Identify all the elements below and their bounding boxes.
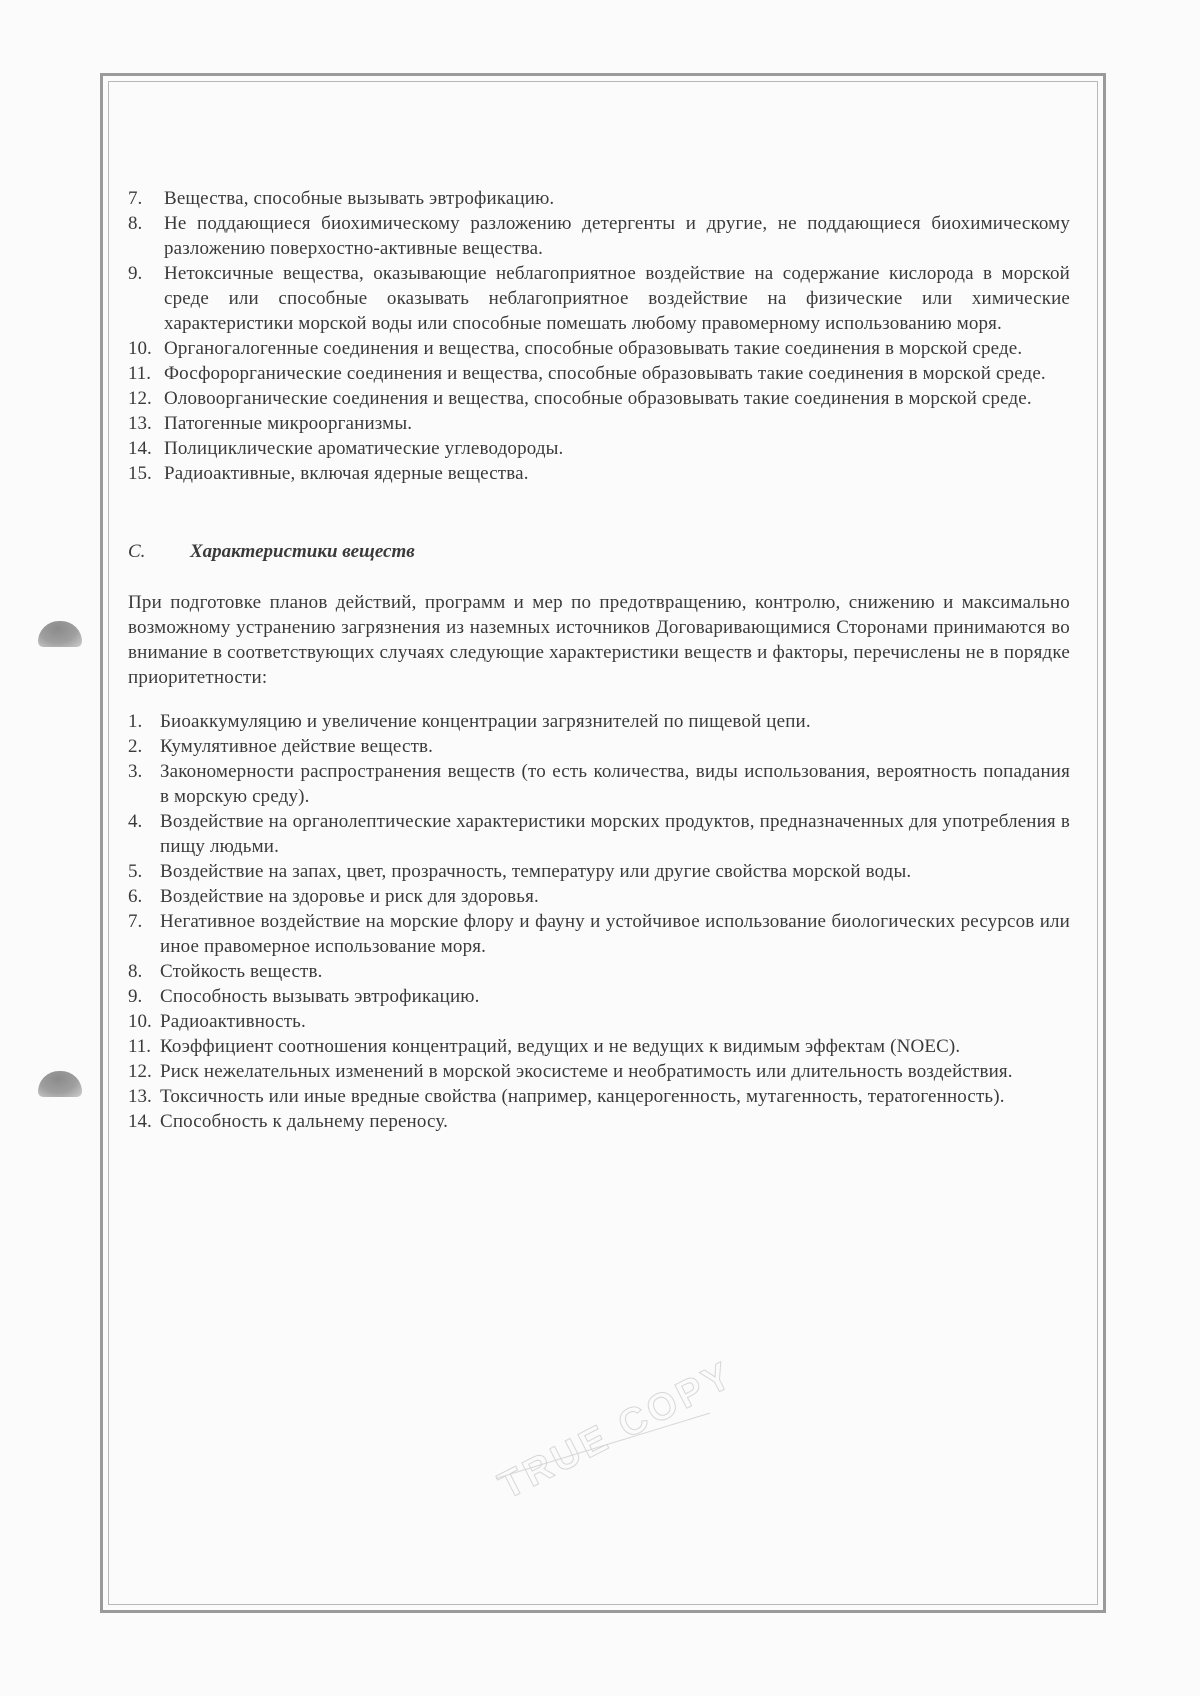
list-item-text: Закономерности распространения веществ (то есть количества, виды использования, вероятность попадания в морскую среду). [160,761,1070,807]
list-item-text: Кумулятивное действие веществ. [160,736,434,757]
list-item-number: 13. [128,413,152,434]
list-item-text: Коэффициент соотношения концентраций, ведущих и не ведущих к видимым эффектам (NOEC). [160,1036,961,1057]
list-item-number: 5. [128,861,143,882]
list-item [128,709,1070,734]
true-copy-stamp: TRUE COPY [492,1353,741,1508]
list-item [128,336,1070,361]
list-item [128,1084,1070,1109]
characteristics-list [128,709,1070,1134]
list-item [128,436,1070,461]
list-item [128,1009,1070,1034]
list-item-number: 7. [128,188,143,209]
list-item-text: Органогалогенные соединения и вещества, способные образовывать такие соединения в морской среде. [164,338,1023,359]
list-item-number: 3. [128,761,143,782]
list-item [128,884,1070,909]
list-item [128,859,1070,884]
list-item-text: Воздействие на запах, цвет, прозрачность, температуру или другие свойства морской воды. [160,861,912,882]
list-item [128,1034,1070,1059]
list-item [128,361,1070,386]
punch-hole-top [38,621,82,647]
list-item-text: Токсичность или иные вредные свойства (например, канцерогенность, мутагенность, тератогенность). [160,1086,1005,1107]
list-item [128,909,1070,959]
list-item-text: Патогенные микроорганизмы. [164,413,413,434]
list-item [128,461,1070,486]
list-item-text: Радиоактивность. [160,1011,306,1032]
list-item-text: Стойкость веществ. [160,961,323,982]
list-item [128,1059,1070,1084]
list-item [128,734,1070,759]
list-item-number: 12. [128,1061,152,1082]
list-item [128,1109,1070,1134]
punch-hole-bottom [38,1071,82,1097]
list-item-text: Нетоксичные вещества, оказывающие неблагоприятное воздействие на содержание кислорода в морской среде или способные оказывать неблагоприятное воздействие на физические или химические характеристики морской воды или способные помешать любому правомерному использованию моря. [164,263,1070,334]
substances-list [128,186,1070,486]
document-body [128,186,1070,1134]
list-item-number: 7. [128,911,143,932]
list-item-text: Радиоактивные, включая ядерные вещества. [164,463,529,484]
list-item-number: 2. [128,736,143,757]
list-item-number: 12. [128,388,152,409]
section-letter: C. [128,541,146,562]
list-item-number: 10. [128,338,152,359]
list-item-text: Негативное воздействие на морские флору и фауну и устойчивое использование биологических ресурсов или иное правомерное использование моря. [160,911,1070,957]
list-item-text: Вещества, способные вызывать эвтрофикацию. [164,188,555,209]
list-item-text: Не поддающиеся биохимическому разложению детергенты и другие, не поддающиеся биохимическому разложению поверхостно-активные вещества. [164,213,1070,259]
list-item-number: 8. [128,961,143,982]
list-item-number: 8. [128,213,143,234]
section-intro-paragraph: При подготовке планов действий, программ и мер по предотвращению, контролю, снижению и максимально возможному устранению загрязнения из наземных источников Договаривающимися Сторонами принимаются во внимание в соответствующих случаях следующие характеристики веществ и факторы, перечислены не в порядке приоритетности: [128,592,1070,688]
list-item-number: 6. [128,886,143,907]
list-item-number: 11. [128,1036,152,1057]
list-item-text: Способность к дальнему переносу. [160,1111,448,1132]
list-item-number: 11. [128,363,152,384]
list-item [128,959,1070,984]
list-item-text: Полициклические ароматические углеводороды. [164,438,564,459]
list-item-number: 15. [128,463,152,484]
list-item-number: 9. [128,263,143,284]
list-item-text: Способность вызывать эвтрофикацию. [160,986,480,1007]
list-item [128,759,1070,809]
list-item [128,411,1070,436]
list-item-number: 1. [128,711,143,732]
list-item-number: 14. [128,438,152,459]
list-item-number: 4. [128,811,143,832]
list-item [128,984,1070,1009]
list-item-number: 10. [128,1011,152,1032]
list-item [128,211,1070,261]
list-item [128,261,1070,336]
section-c-heading [128,539,1070,564]
list-item-text: Воздействие на органолептические характеристики морских продуктов, предназначенных для употребления в пищу людьми. [160,811,1070,857]
section-title: Характеристики веществ [190,541,415,562]
list-item-text: Фосфорорганические соединения и вещества, способные образовывать такие соединения в морской среде. [164,363,1046,384]
list-item-text: Биоаккумуляцию и увеличение концентрации загрязнителей по пищевой цепи. [160,711,811,732]
list-item-number: 9. [128,986,143,1007]
list-item-number: 13. [128,1086,152,1107]
list-item [128,809,1070,859]
list-item-text: Оловоорганические соединения и вещества, способные образовывать такие соединения в морской среде. [164,388,1032,409]
list-item-text: Риск нежелательных изменений в морской экосистеме и необратимость или длительность воздействия. [160,1061,1013,1082]
list-item-text: Воздействие на здоровье и риск для здоровья. [160,886,539,907]
list-item [128,386,1070,411]
list-item-number: 14. [128,1111,152,1132]
list-item [128,186,1070,211]
